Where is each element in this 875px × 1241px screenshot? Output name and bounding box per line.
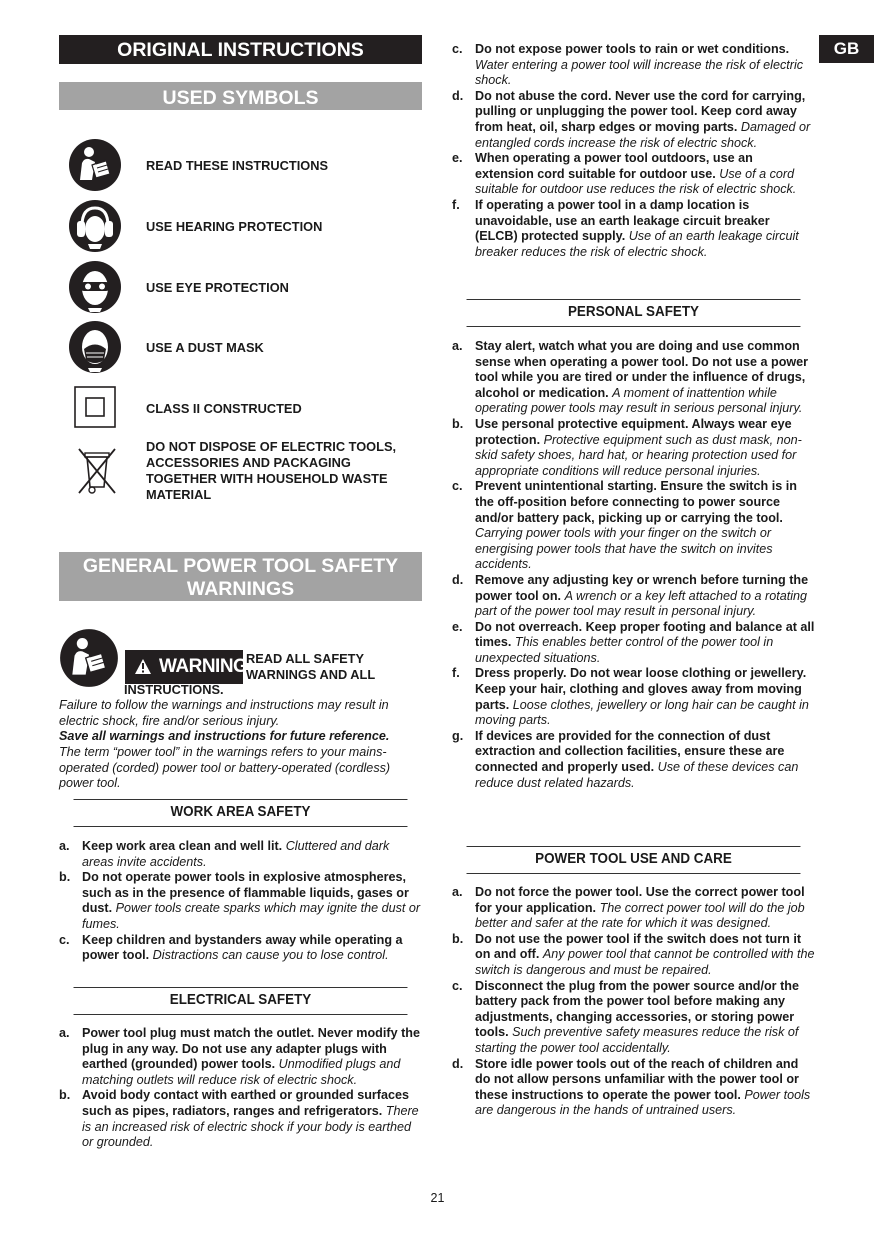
item-bold: Remove any adjusting key or wrench before turning the power tool on. [475,572,809,603]
item-letter: d. [452,572,464,587]
language-tag: GB [819,35,874,63]
item-bold: Store idle power tools out of the reach of children and do not allow persons unfamiliar with the power tool or these instructions to operate the power tool. [475,1056,799,1102]
item-bold: If devices are provided for the connection of dust extraction and collection facilities, ensure these are connected and properly used. [475,728,785,775]
item-bold: When operating a power tool outdoors, use an extension cord suitable for outdoor use. [475,151,753,181]
item-letter: f. [452,666,460,681]
symbol-label: USE A DUST MASK [146,340,264,355]
item-letter: b. [452,931,464,946]
item-bold: Avoid body contact with earthed or grounded surfaces such as pipes, radiators, ranges and refrigerators. [82,1088,410,1118]
general-warnings-title [59,552,422,601]
list-item [452,198,815,260]
list-item [452,89,815,151]
item-letter: e. [452,151,463,166]
item-letter: c. [452,42,463,56]
list-item [452,1057,815,1119]
item-letter: b. [59,870,71,885]
warning-para-text: The term “power tool” in the warnings refers to your mains-operated (corded) power tool or battery-operated (cordless) power tool. [59,745,391,791]
item-letter: c. [59,932,70,947]
item-letter: d. [452,88,464,103]
used-symbols-title: USED SYMBOLS [59,82,422,110]
list-item [452,932,815,979]
symbol-label: CLASS II CONSTRUCTED [146,401,302,416]
class-ii-icon [74,386,116,428]
read-manual-icon [59,628,119,688]
list-item [59,933,422,964]
item-bold: Power tool plug must match the outlet. Never modify the plug in any way. Do not use any adapter plugs with earthed (grounded) power tools. [82,1026,420,1072]
list-item [59,839,422,870]
read-manual-icon [68,138,122,192]
item-bold: Keep work area clean and well lit. [82,839,283,853]
item-bold: Use personal protective equipment. Always wear eye protection. [475,416,792,447]
electrical-list [59,1026,422,1151]
item-bold: If operating a power tool in a damp location is unavoidable, use an earth leakage circuit breaker (ELCB) protected supply. [475,197,770,244]
item-letter: c. [452,479,463,494]
item-italic: Protective equipment such as dust mask, non-skid safety shoes, hard hat, or hearing protection used for appropriate conditions will reduce personal injuries. [475,432,802,478]
item-italic: Power tools are dangerous in the hands of untrained users. [475,1087,811,1118]
list-item [452,885,815,932]
warning-para-text: Failure to follow the warnings and instructions may result in electric shock, fire and/or serious injury. [59,698,389,728]
list-item [452,573,815,620]
item-letter: c. [452,978,463,993]
warning-badge [125,650,248,684]
item-italic: The correct power tool will do the job better and safer at the rate for which it was designed. [475,900,805,931]
item-bold: Do not expose power tools to rain or wet conditions. [475,42,790,56]
dust-mask-icon [68,320,122,374]
item-bold: Stay alert, watch what you are doing and use common sense when operating a power tool. Do not use a power tool while you are tired or under the influence of drugs, alcohol or medication. [475,339,809,400]
item-italic: A wrench or a key left attached to a rotating part of the power tool may result in personal injury. [475,588,808,619]
eye-protection-icon [68,260,122,314]
item-italic: Such preventive safety measures reduce the risk of starting the power tool accidentally. [475,1025,799,1055]
item-italic: Power tools create sparks which may ignite the dust or fumes. [82,901,421,931]
list-item [59,1026,422,1088]
list-item [452,479,815,573]
item-letter: e. [452,619,463,634]
item-italic: Use of an earth leakage circuit breaker reduces the risk of electric shock. [475,229,799,259]
crossed-bin-icon [77,447,117,495]
power-tool-use-list [452,885,815,1119]
item-letter: a. [452,339,463,353]
item-italic: Use of a cord suitable for outdoor use reduces the risk of electric shock. [475,166,797,197]
warning-term-paragraph [59,745,422,792]
list-item [452,151,815,198]
item-bold: Do not abuse the cord. Never use the cord for carrying, pulling or unplugging the power tool. Keep cord away from heat, oil, sharp edges or moving parts. [475,88,806,134]
item-italic: Loose clothes, jewellery or long hair can be caught in moving parts. [475,697,809,728]
page-number: 21 [430,1191,445,1205]
warning-save-paragraph [59,729,422,745]
item-italic: This enables better control of the power tool in unexpected situations. [475,635,774,665]
list-item [452,339,815,417]
item-italic: A moment of inattention while operating power tools may result in serious personal injury. [475,385,803,416]
item-bold: Do not force the power tool. Use the correct power tool for your application. [475,885,805,915]
warning-para-text: Save all warnings and instructions for future reference. [59,729,390,743]
symbol-label: USE HEARING PROTECTION [146,219,323,234]
item-bold: Do not operate power tools in explosive atmospheres, such as in the presence of flammable liquids, gases or dust. [82,870,409,916]
list-item [452,620,815,667]
work-area-list [59,839,422,964]
item-italic: Any power tool that cannot be controlled with the switch is dangerous and must be repaired. [475,947,815,977]
symbol-label: READ THESE INSTRUCTIONS [146,158,329,173]
list-item [452,979,815,1057]
general-warnings-title-line2: WARNINGS [186,578,295,600]
item-italic: Damaged or entangled cords increase the risk of electric shock. [475,119,811,150]
list-item [452,729,815,791]
item-letter: a. [59,839,70,853]
item-bold: Disconnect the plug from the power source and/or the battery pack from the power tool before making any adjustments, changing accessories, or storing power tools. [475,978,799,1040]
item-bold: Do not use the power tool if the switch does not turn it on and off. [475,931,802,962]
symbol-label: DO NOT DISPOSE OF ELECTRIC TOOLS, ACCESSORIES AND PACKAGING TOGETHER WITH HOUSEHOLD WASTE MATERIAL [146,439,397,502]
original-instructions-title: ORIGINAL INSTRUCTIONS [59,35,422,64]
item-letter: a. [59,1026,70,1040]
item-italic: Cluttered and dark areas invite accidents. [82,839,390,869]
list-item [452,417,815,479]
item-italic: Carrying power tools with your finger on the switch or energising power tools that have the switch on invites accidents. [475,526,773,572]
warning-failure-paragraph [59,698,422,729]
general-warnings-title-line1: GENERAL POWER TOOL SAFETY [82,555,399,577]
item-italic: Use of these devices can reduce dust related hazards. [475,760,799,790]
power-tool-use-heading: POWER TOOL USE AND CARE [467,846,801,874]
symbol-label: USE EYE PROTECTION [146,280,289,295]
item-bold: Dress properly. Do not wear loose clothing or jewellery. Keep your hair, clothing and gloves away from moving parts. [475,666,807,712]
list-item [452,42,815,89]
warning-triangle-icon [134,658,152,675]
electrical-continued-list [452,42,815,260]
list-item [59,1088,422,1150]
work-area-heading: WORK AREA SAFETY [74,799,408,827]
item-bold: Prevent unintentional starting. Ensure the switch is in the off-position before connecting to power source and/or battery pack, picking up or carrying the tool. [475,479,797,525]
item-letter: b. [59,1088,71,1103]
item-italic: Unmodified plugs and matching outlets will reduce risk of electric shock. [82,1057,401,1087]
electrical-heading: ELECTRICAL SAFETY [74,987,408,1015]
warning-text-line: WARNINGS AND ALL [246,666,376,682]
hearing-protection-icon [68,199,122,253]
item-letter: d. [452,1056,464,1071]
personal-safety-heading: PERSONAL SAFETY [467,299,801,327]
item-letter: b. [452,416,464,431]
warning-text-line: INSTRUCTIONS. [124,682,224,697]
item-italic: Water entering a power tool will increase the risk of electric shock. [475,57,804,88]
item-letter: g. [452,728,464,743]
item-italic: There is an increased risk of electric shock if your body is earthed or grounded. [82,1103,419,1150]
warning-text-line: READ ALL SAFETY [246,651,365,666]
item-letter: f. [452,197,460,212]
item-bold: Do not overreach. Keep proper footing and balance at all times. [475,619,815,650]
item-letter: a. [452,885,463,899]
item-italic: Distractions can cause you to lose control. [152,948,389,963]
list-item [452,666,815,728]
list-item [59,870,422,932]
warning-read-all [246,651,426,682]
item-bold: Keep children and bystanders away while operating a power tool. [82,932,403,963]
personal-safety-list [452,339,815,791]
warning-badge-text: WARNING [159,656,248,677]
